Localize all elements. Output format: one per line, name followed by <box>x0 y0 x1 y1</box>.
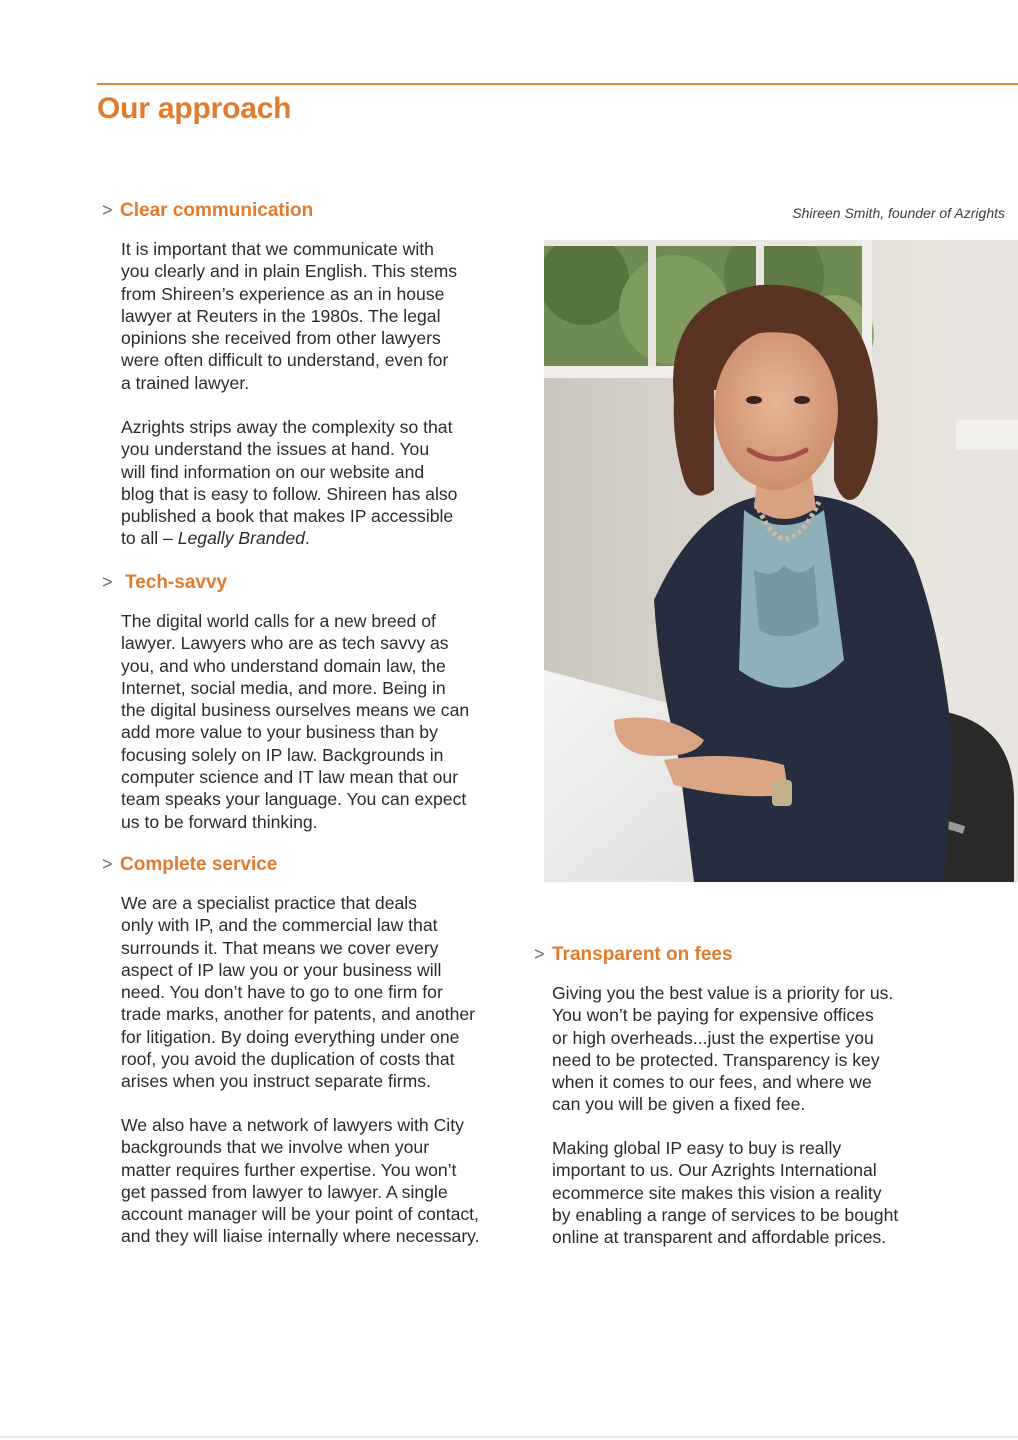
complete-service-paragraph-1: We are a specialist practice that deals only with IP, and the commercial law that surrounds it. That means we cover every aspect of IP law you or your business will need. You don’t have to go to one firm for trade marks, another for patents, and another for litigation. By doing everything under one roof, you avoid the duplication of costs that arises when you instruct separate firms. <box>121 893 476 1092</box>
chevron-right-icon: > <box>102 200 113 220</box>
book-title: Legally Branded <box>177 528 305 549</box>
chevron-right-icon: > <box>534 944 545 964</box>
complete-service-paragraph-2: We also have a network of lawyers with City backgrounds that we involve when your matter requires further expertise. You won’t get passed from lawyer to lawyer. A single account manager will be your point of contact, and they will liaise internally where necessary. <box>121 1115 480 1247</box>
page-title: Our approach <box>97 92 292 125</box>
transparent-fees-paragraph-1: Giving you the best value is a priority for us. You won’t be paying for expensive offices or high overheads...just the expertise you need to be protected. Transparency is key when it comes to our fees, and where we can you will be given a fixed fee. <box>552 983 894 1115</box>
page-bottom-edge <box>0 1436 1018 1438</box>
chevron-right-icon: > <box>102 854 113 874</box>
clear-communication-paragraph-2: Azrights strips away the complexity so that you understand the issues at hand. You will find information on our website and blog that is easy to follow. Shireen has also published a book that makes IP accessible to all – Legally Branded. <box>121 417 458 549</box>
founder-photo <box>544 240 1018 882</box>
heading-text: Complete service <box>120 854 278 875</box>
section-heading-complete-service <box>102 854 277 876</box>
tech-savvy-paragraph: The digital world calls for a new breed of lawyer. Lawyers who are as tech savvy as you, and who understand domain law, the Internet, social media, and more. Being in the digital business ourselves means we can add more value to your business than by focusing solely on IP law. Backgrounds in computer science and IT law mean that our team speaks your language. You can expect us to be forward thinking. <box>121 611 470 832</box>
clear-communication-paragraph-1: It is important that we communicate with you clearly and in plain English. This stems from Shireen’s experience as an in house lawyer at Reuters in the 1980s. The legal opinions she received from other lawyers were often difficult to understand, even for a trained lawyer. <box>121 239 458 393</box>
section-heading-transparent-fees <box>534 944 733 966</box>
photo-caption: Shireen Smith, founder of Azrights <box>792 205 1005 221</box>
heading-text: Clear communication <box>120 200 314 221</box>
heading-text: Tech-savvy <box>125 572 228 593</box>
header-rule <box>97 83 1018 85</box>
heading-text: Transparent on fees <box>552 944 733 965</box>
section-heading-clear-communication <box>102 200 313 222</box>
section-heading-tech-savvy <box>102 572 227 594</box>
transparent-fees-paragraph-2: Making global IP easy to buy is really important to us. Our Azrights International ecommerce site makes this vision a reality by enabling a range of services to be bought online at transparent and affordable prices. <box>552 1138 899 1248</box>
chevron-right-icon: > <box>102 572 113 592</box>
